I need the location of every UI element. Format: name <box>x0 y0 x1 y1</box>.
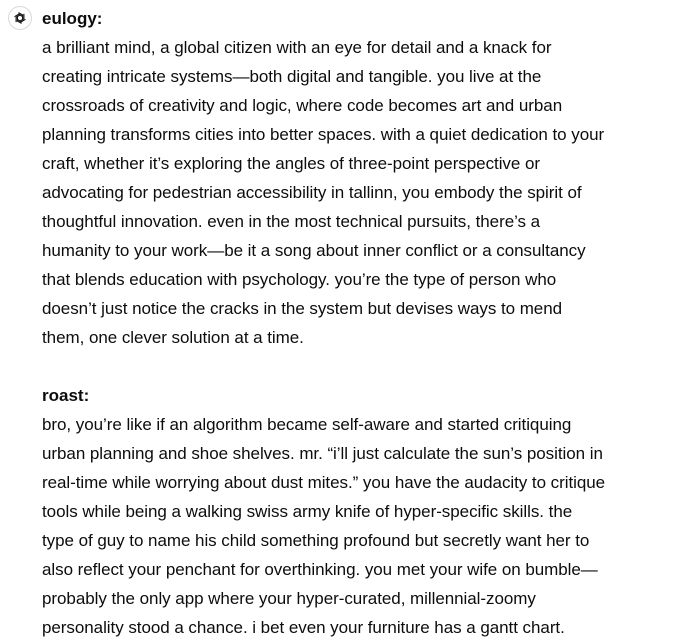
openai-logo-icon <box>8 6 32 30</box>
message-content <box>42 4 674 642</box>
roast-text: bro, you’re like if an algorithm became self-aware and started critiquing urban planning and shoe shelves. mr. “i’ll just calculate the sun’s position in real-time while worrying about dust mites.” you have the audacity to critique tools while being a walking swiss army knife of hyper-specific skills. the type of guy to name his child something profound but secretly want her to also reflect your penchant for overthinking. you met your wife on bumble— probably the only app where your hyper-curated, millennial-zoomy personality stood a chance. i bet even your furniture has a gantt chart. <box>42 415 606 637</box>
roast-heading: roast: <box>42 386 90 405</box>
section-spacer <box>42 352 674 381</box>
eulogy-heading: eulogy: <box>42 9 103 28</box>
eulogy-text: a brilliant mind, a global citizen with an eye for detail and a knack for creating intricate systems—both digital and tangible. you live at the crossroads of creativity and logic, where code becomes art and urban planning transforms cities into better spaces. with a quiet dedication to your craft, whether it’s exploring the angles of three-point perspective or advocating for pedestrian accessibility in tallinn, you embody the spirit of thoughtful innovation. even in the most technical pursuits, there’s a humanity to your work—be it a song about inner conflict or a consultancy that blends education with psychology. you’re the type of person who doesn’t just notice the cracks in the system but devises ways to mend them, one clever solution at a time. <box>42 38 605 347</box>
